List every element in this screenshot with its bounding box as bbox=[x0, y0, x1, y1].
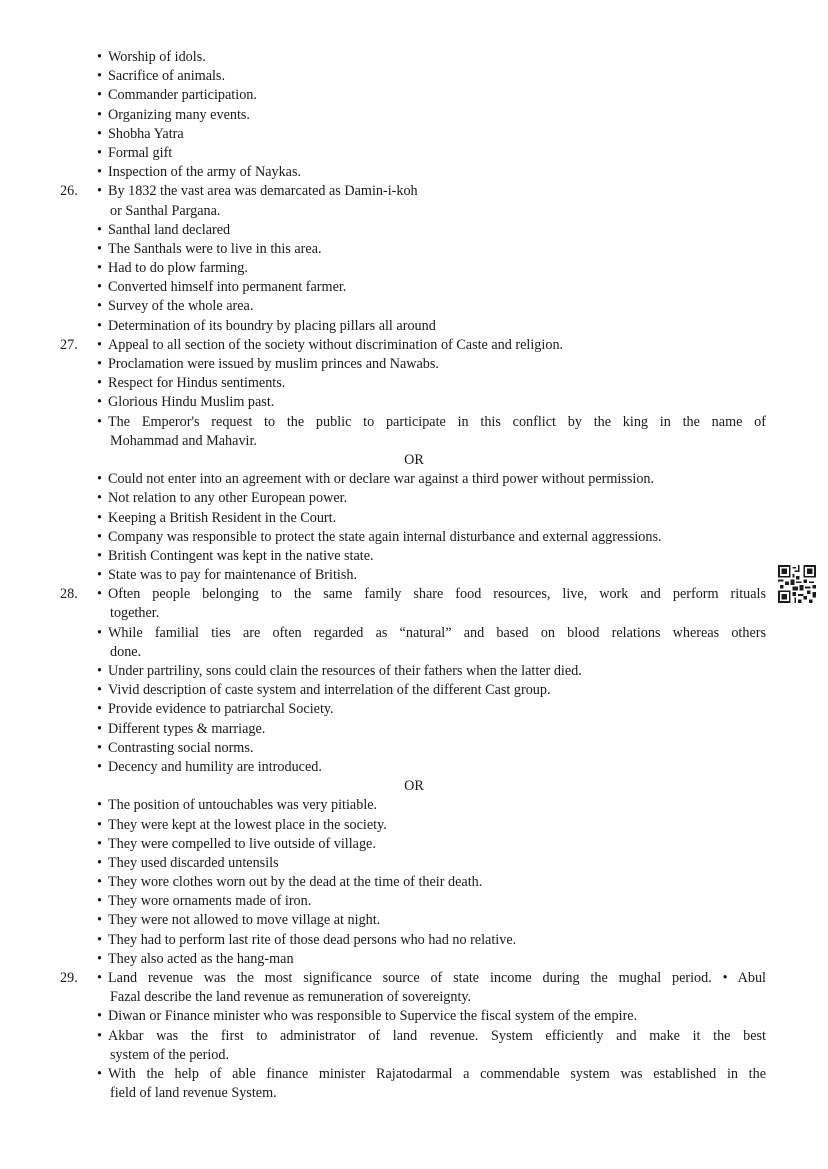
line-text: Formal gift bbox=[108, 144, 173, 161]
line-text: They were not allowed to move village at night. bbox=[108, 912, 381, 929]
bullet: • bbox=[97, 528, 102, 545]
bullet: • bbox=[97, 758, 102, 775]
bullet: • bbox=[97, 221, 102, 238]
answer-line bbox=[0, 1046, 828, 1065]
bullet: • bbox=[97, 394, 102, 411]
line-text: done. bbox=[110, 643, 142, 660]
answer-line bbox=[0, 509, 828, 528]
line-text: Contrasting social norms. bbox=[108, 739, 254, 756]
line-text: Respect for Hindus sentiments. bbox=[108, 375, 286, 392]
bullet: • bbox=[97, 950, 102, 967]
answer-line bbox=[0, 892, 828, 911]
bullet: • bbox=[97, 624, 102, 641]
answer-list bbox=[0, 48, 828, 1103]
bullet: • bbox=[97, 164, 102, 181]
answer-line bbox=[0, 355, 828, 374]
answer-line bbox=[0, 48, 828, 67]
bullet: • bbox=[97, 336, 102, 353]
answer-line bbox=[0, 489, 828, 508]
bullet: • bbox=[97, 739, 102, 756]
bullet: • bbox=[97, 375, 102, 392]
bullet: • bbox=[97, 240, 102, 257]
bullet: • bbox=[97, 509, 102, 526]
line-text: State was to pay for maintenance of British. bbox=[108, 567, 358, 584]
bullet: • bbox=[97, 183, 102, 200]
bullet: • bbox=[97, 298, 102, 315]
bullet: • bbox=[97, 663, 102, 679]
answer-line bbox=[0, 470, 828, 489]
line-text: While familial ties are often regarded as “natural” and based on blood relations whereas others bbox=[108, 624, 766, 641]
line-text: Company was responsible to protect the state again internal disturbance and external aggressions. bbox=[108, 528, 662, 545]
answer-line bbox=[0, 604, 828, 623]
line-text: Organizing many events. bbox=[108, 106, 250, 123]
answer-line bbox=[0, 1084, 828, 1103]
line-text: They were compelled to live outside of village. bbox=[108, 835, 376, 852]
bullet: • bbox=[97, 835, 102, 852]
answer-line bbox=[0, 1065, 828, 1084]
bullet: • bbox=[97, 1027, 102, 1044]
line-text: The Emperor's request to the public to participate in this conflict by the king in the name of bbox=[108, 413, 766, 430]
answer-line bbox=[0, 566, 828, 585]
answer-line bbox=[0, 662, 828, 681]
answer-line bbox=[0, 931, 828, 950]
answer-line bbox=[0, 624, 828, 643]
bullet: • bbox=[97, 490, 102, 507]
line-text: Appeal to all section of the society without discrimination of Caste and religion. bbox=[108, 336, 564, 353]
answer-line bbox=[0, 816, 828, 835]
answer-line bbox=[0, 1007, 828, 1026]
line-text: Santhal land declared bbox=[108, 221, 231, 238]
line-text: The position of untouchables was very pitiable. bbox=[108, 797, 378, 814]
bullet: • bbox=[97, 931, 102, 948]
line-text: field of land revenue System. bbox=[110, 1085, 277, 1102]
answer-line bbox=[0, 221, 828, 240]
line-text: They wore ornaments made of iron. bbox=[108, 893, 312, 910]
answer-line bbox=[0, 67, 828, 86]
question-number: 26. bbox=[60, 183, 78, 200]
bullet: • bbox=[97, 1065, 102, 1082]
bullet: • bbox=[97, 567, 102, 584]
question-line bbox=[0, 585, 828, 604]
line-text: Could not enter into an agreement with or declare war against a third power without permission. bbox=[108, 471, 655, 488]
answer-line bbox=[0, 1027, 828, 1046]
bullet: • bbox=[97, 87, 102, 104]
line-text: Converted himself into permanent farmer. bbox=[108, 279, 347, 296]
line-text: Fazal describe the land revenue as remuneration of sovereignty. bbox=[110, 989, 472, 1006]
bullet: • bbox=[97, 317, 102, 334]
line-text: Often people belonging to the same family share food resources, live, work and perform rituals bbox=[108, 586, 766, 603]
question-number: 28. bbox=[60, 586, 78, 603]
or-separator bbox=[0, 451, 828, 470]
bullet: • bbox=[97, 471, 102, 488]
answer-line bbox=[0, 796, 828, 815]
line-text: together. bbox=[110, 605, 160, 622]
question-line bbox=[0, 336, 828, 355]
answer-line bbox=[0, 643, 828, 662]
bullet: • bbox=[97, 144, 102, 161]
line-text: Glorious Hindu Muslim past. bbox=[108, 394, 275, 411]
line-text: Worship of idols. bbox=[108, 49, 206, 65]
line-text: Keeping a British Resident in the Court. bbox=[108, 509, 337, 526]
line-text: With the help of able finance minister Rajatodarmal a commendable system was established in the bbox=[108, 1065, 766, 1082]
bullet: • bbox=[97, 893, 102, 910]
bullet: • bbox=[97, 797, 102, 814]
answer-line bbox=[0, 835, 828, 854]
line-text: British Contingent was kept in the native state. bbox=[108, 547, 374, 564]
bullet: • bbox=[97, 682, 102, 699]
line-text: or Santhal Pargana. bbox=[110, 202, 221, 219]
bullet: • bbox=[97, 260, 102, 277]
answer-line bbox=[0, 259, 828, 278]
line-text: Shobha Yatra bbox=[108, 125, 184, 142]
bullet: • bbox=[97, 279, 102, 296]
line-text: Commander participation. bbox=[108, 87, 257, 104]
answer-line bbox=[0, 739, 828, 758]
line-text: They wore clothes worn out by the dead at the time of their death. bbox=[108, 874, 483, 891]
line-text: They were kept at the lowest place in the society. bbox=[108, 816, 387, 833]
bullet: • bbox=[97, 547, 102, 564]
answer-line bbox=[0, 202, 828, 221]
line-text: Survey of the whole area. bbox=[108, 298, 254, 315]
question-number: 27. bbox=[60, 336, 78, 353]
answer-line bbox=[0, 988, 828, 1007]
line-text: Akbar was the first to administrator of land revenue. System efficiently and make it the best bbox=[108, 1027, 766, 1044]
line-text: Vivid description of caste system and interrelation of the different Cast group. bbox=[108, 682, 551, 699]
line-text: Determination of its boundry by placing pillars all around bbox=[108, 317, 436, 334]
line-text: Mohammad and Mahavir. bbox=[110, 432, 257, 449]
bullet: • bbox=[97, 720, 102, 737]
bullet: • bbox=[97, 586, 102, 603]
line-text: Not relation to any other European power. bbox=[108, 490, 348, 507]
bullet: • bbox=[97, 1008, 102, 1025]
answer-line bbox=[0, 278, 828, 297]
question-number: 29. bbox=[60, 970, 78, 986]
line-text: Inspection of the army of Naykas. bbox=[108, 164, 302, 181]
answer-line bbox=[0, 413, 828, 432]
bullet: • bbox=[97, 49, 102, 65]
answer-line bbox=[0, 106, 828, 125]
bullet: • bbox=[97, 68, 102, 85]
question-line bbox=[0, 182, 828, 201]
line-text: They used discarded untensils bbox=[108, 854, 279, 871]
line-text: By 1832 the vast area was demarcated as Damin-i-koh bbox=[108, 183, 418, 200]
answer-line bbox=[0, 720, 828, 739]
line-text: Diwan or Finance minister who was responsible to Supervice the fiscal system of the empire. bbox=[108, 1008, 638, 1025]
bullet: • bbox=[97, 701, 102, 718]
line-text: Provide evidence to patriarchal Society. bbox=[108, 701, 334, 718]
answer-line bbox=[0, 547, 828, 566]
bullet: • bbox=[97, 970, 102, 986]
answer-line bbox=[0, 374, 828, 393]
or-separator bbox=[0, 777, 828, 796]
bullet: • bbox=[97, 874, 102, 891]
answer-line bbox=[0, 144, 828, 163]
answer-line bbox=[0, 240, 828, 259]
bullet: • bbox=[97, 912, 102, 929]
answer-line bbox=[0, 873, 828, 892]
answer-line bbox=[0, 758, 828, 777]
answer-line bbox=[0, 432, 828, 451]
bullet: • bbox=[97, 854, 102, 871]
qr-code-icon bbox=[778, 565, 816, 603]
answer-line bbox=[0, 700, 828, 719]
line-text: Land revenue was the most significance source of state income during the mughal period. • Abul bbox=[108, 970, 766, 986]
bullet: • bbox=[97, 413, 102, 430]
answer-line bbox=[0, 854, 828, 873]
answer-line bbox=[0, 528, 828, 547]
answer-line bbox=[0, 681, 828, 700]
bullet: • bbox=[97, 125, 102, 142]
line-text: Decency and humility are introduced. bbox=[108, 758, 322, 775]
line-text: Had to do plow farming. bbox=[108, 260, 248, 277]
line-text: system of the period. bbox=[110, 1046, 229, 1063]
answer-line bbox=[0, 950, 828, 969]
line-text: The Santhals were to live in this area. bbox=[108, 240, 322, 257]
line-text: They had to perform last rite of those dead persons who had no relative. bbox=[108, 931, 517, 948]
bullet: • bbox=[97, 106, 102, 123]
line-text: Sacrifice of animals. bbox=[108, 68, 225, 85]
answer-line bbox=[0, 86, 828, 105]
or-label: OR bbox=[404, 778, 424, 795]
answer-line bbox=[0, 393, 828, 412]
answer-line bbox=[0, 125, 828, 144]
line-text: They also acted as the hang-man bbox=[108, 950, 294, 967]
bullet: • bbox=[97, 816, 102, 833]
or-label: OR bbox=[404, 451, 424, 468]
line-text: Under partriliny, sons could clain the resources of their fathers when the latter died. bbox=[108, 663, 582, 679]
question-line bbox=[0, 969, 828, 988]
answer-line bbox=[0, 911, 828, 930]
line-text: Proclamation were issued by muslim princes and Nawabs. bbox=[108, 356, 439, 372]
line-text: Different types & marriage. bbox=[108, 720, 266, 737]
bullet: • bbox=[97, 356, 102, 372]
answer-line bbox=[0, 163, 828, 182]
answer-line bbox=[0, 317, 828, 336]
answer-line bbox=[0, 297, 828, 316]
